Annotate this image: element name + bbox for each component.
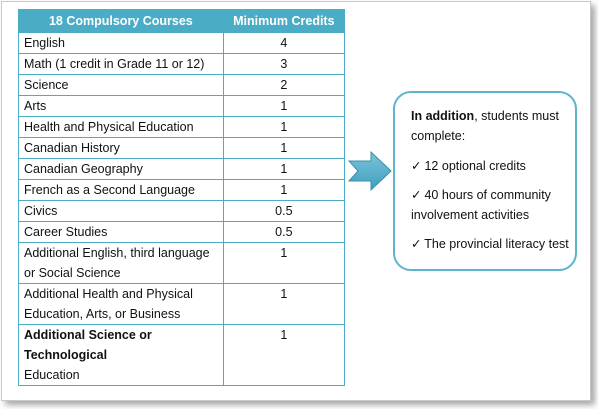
table-row: [19, 222, 345, 243]
credit-cell: 1: [223, 96, 344, 117]
course-line: Additional Science or: [24, 328, 152, 342]
credit-cell: 0.5: [223, 222, 344, 243]
additional-requirements-callout: [393, 91, 577, 271]
table-row: [19, 96, 345, 117]
table-row: [19, 33, 345, 54]
course-line: Education: [24, 368, 80, 382]
callout-lead: [411, 106, 569, 146]
table-row: [19, 180, 345, 201]
callout-item-text: 12 optional credits: [424, 159, 526, 173]
credit-cell: 1: [223, 159, 344, 180]
callout-item: [411, 234, 569, 254]
course-cell: [19, 284, 224, 325]
callout-lead-bold: In addition: [411, 109, 475, 123]
course-line: Technological: [24, 348, 108, 362]
table-row: [19, 159, 345, 180]
callout-item-text: 40 hours of community involvement activities: [411, 188, 551, 222]
credit-cell: 1: [223, 243, 344, 284]
document-frame: [1, 1, 591, 401]
credit-cell: 1: [223, 325, 344, 386]
course-cell: Career Studies: [19, 222, 224, 243]
right-arrow-icon: [347, 150, 393, 192]
table-row: [19, 201, 345, 222]
course-cell: [19, 243, 224, 284]
credit-cell: 1: [223, 180, 344, 201]
course-cell: Health and Physical Education: [19, 117, 224, 138]
callout-item-text: The provincial literacy test: [424, 237, 569, 251]
table-row: [19, 117, 345, 138]
table-row: [19, 138, 345, 159]
checkmark-icon: ✓: [411, 237, 422, 251]
course-cell: Canadian Geography: [19, 159, 224, 180]
course-cell: Arts: [19, 96, 224, 117]
callout-item: [411, 185, 569, 225]
credit-cell: 1: [223, 117, 344, 138]
credit-cell: 1: [223, 284, 344, 325]
table-row: [19, 243, 345, 284]
course-line: Additional English, third language: [24, 246, 210, 260]
table-row: [19, 284, 345, 325]
credit-cell: 0.5: [223, 201, 344, 222]
table-row: [19, 325, 345, 386]
course-line: Additional Health and Physical: [24, 287, 193, 301]
course-cell: Math (1 credit in Grade 11 or 12): [19, 54, 224, 75]
checkmark-icon: ✓: [411, 159, 422, 173]
credit-cell: 3: [223, 54, 344, 75]
course-cell: Civics: [19, 201, 224, 222]
credit-cell: 4: [223, 33, 344, 54]
course-cell: [19, 325, 224, 386]
course-line: or Social Science: [24, 266, 121, 280]
header-courses: 18 Compulsory Courses: [19, 10, 224, 33]
checkmark-icon: ✓: [411, 188, 422, 202]
course-cell: Canadian History: [19, 138, 224, 159]
table-row: [19, 75, 345, 96]
courses-table: [18, 9, 345, 386]
course-cell: English: [19, 33, 224, 54]
table-row: [19, 54, 345, 75]
callout-lead-rest: , students must complete:: [411, 109, 559, 143]
header-minimum-credits: Minimum Credits: [223, 10, 344, 33]
credit-cell: 2: [223, 75, 344, 96]
credit-cell: 1: [223, 138, 344, 159]
course-cell: French as a Second Language: [19, 180, 224, 201]
course-line: Education, Arts, or Business: [24, 307, 181, 321]
callout-item: [411, 156, 569, 176]
course-cell: Science: [19, 75, 224, 96]
table-header-row: [19, 10, 345, 33]
